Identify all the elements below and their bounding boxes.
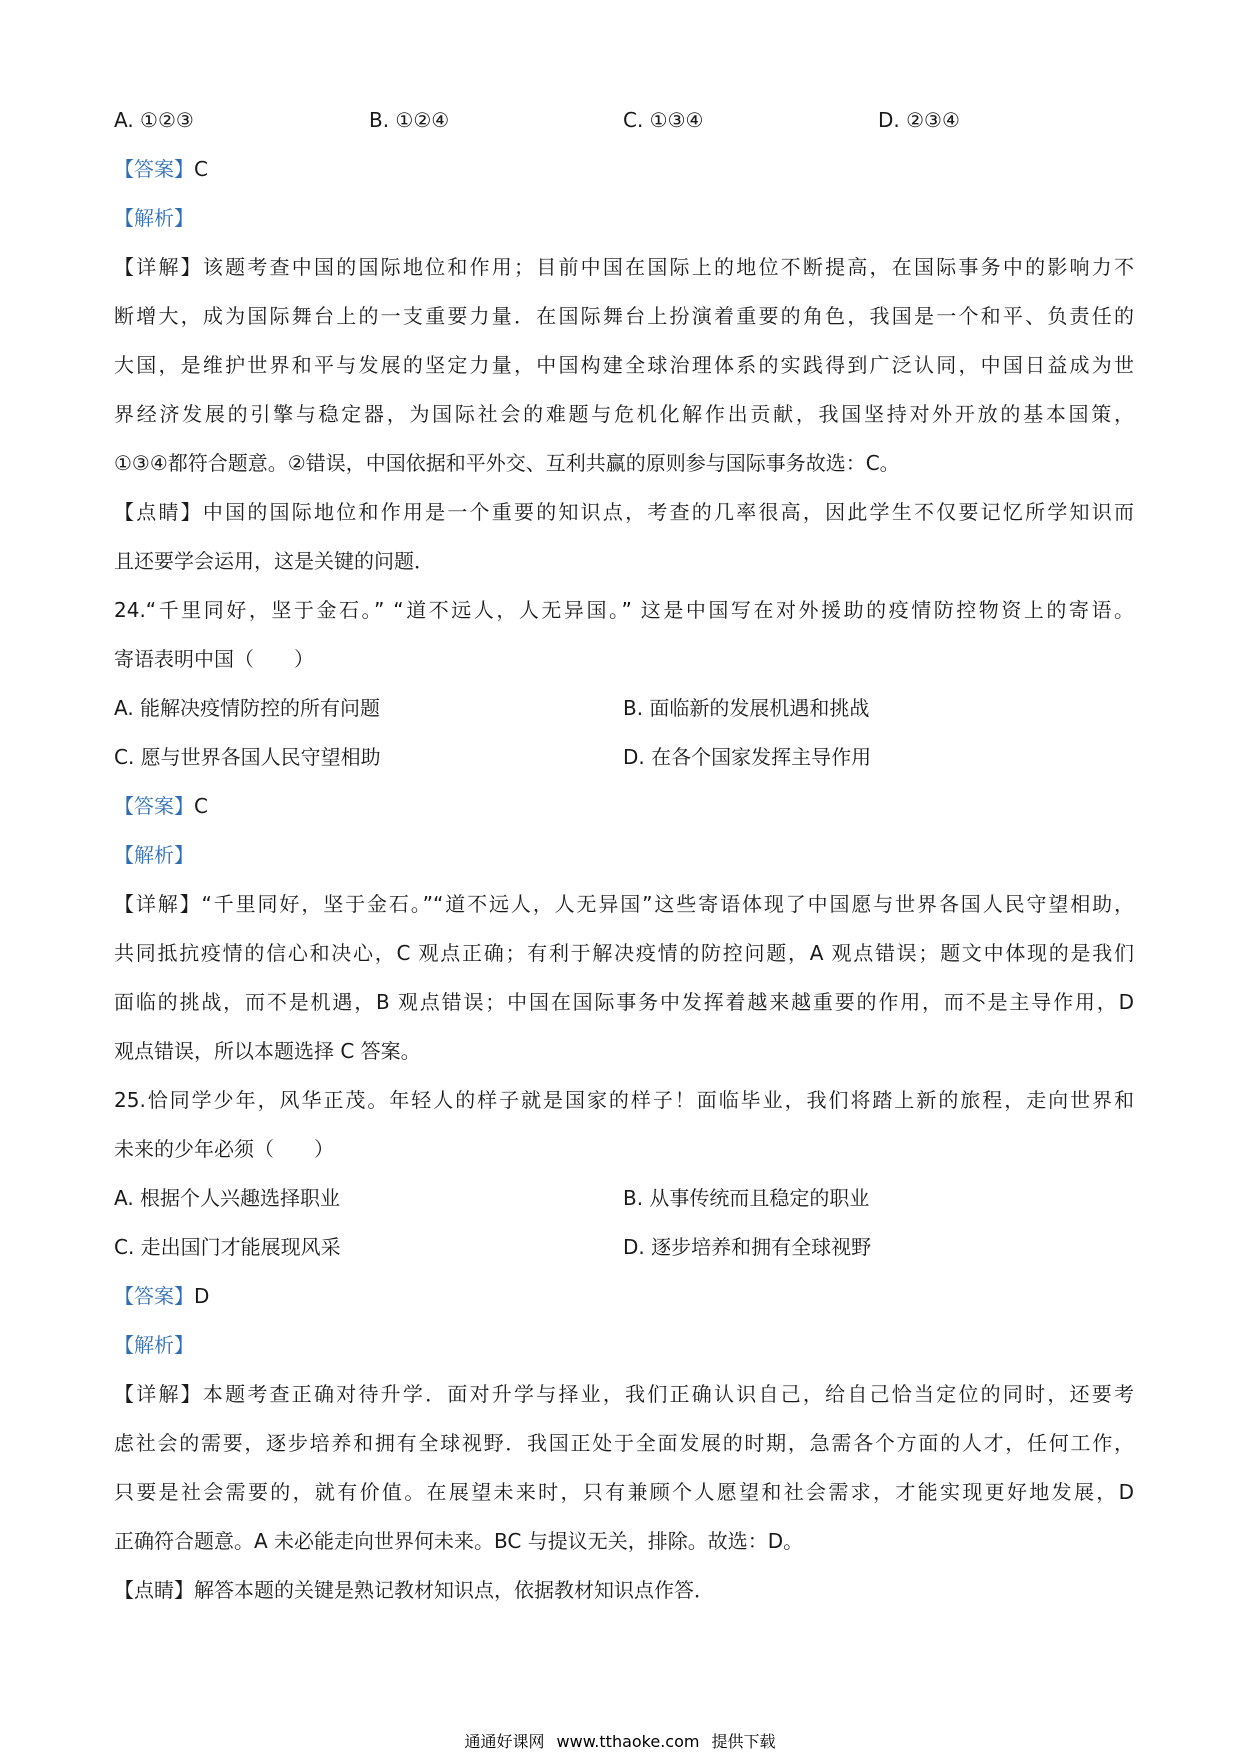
q24-detail-line: 面临的挑战，而不是机遇，B 观点错误；中国在国际事务中发挥着越来越重要的作用，而不是主导作用，D — [114, 990, 1134, 1014]
q23-tip-line: 【点睛】中国的国际地位和作用是一个重要的知识点，考查的几率很高，因此学生不仅要记忆所学知识而 — [114, 500, 1134, 524]
q25-stem-line: 25.恰同学少年，风华正茂。年轻人的样子就是国家的样子！面临毕业，我们将踏上新的旅程，走向世界和 — [114, 1088, 1134, 1112]
q24-option-d: D. 在各个国家发挥主导作用 — [623, 745, 872, 769]
answer-label: 【答案】 — [114, 794, 194, 818]
q25-answer: D — [194, 1284, 210, 1308]
q24-option-b: B. 面临新的发展机遇和挑战 — [623, 696, 870, 720]
q23-option-a: A. ①②③ — [114, 108, 194, 132]
q23-tip-line: 且还要学会运用，这是关键的问题． — [114, 549, 434, 573]
footer-suffix: 提供下载 — [711, 1732, 776, 1751]
q25-answer-line — [114, 1272, 1134, 1321]
q24-stem-line: 寄语表明中国（ ） — [114, 647, 314, 671]
q25-detail-line: 虑社会的需要，逐步培养和拥有全球视野．我国正处于全面发展的时期，急需各个方面的人才，任何工作， — [114, 1431, 1134, 1455]
q23-option-d: D. ②③④ — [878, 108, 960, 132]
q23-answer-line — [114, 145, 1134, 194]
q25-option-b: B. 从事传统而且稳定的职业 — [623, 1186, 870, 1210]
footer-url: www.tthaoke.com — [556, 1732, 700, 1751]
answer-label: 【答案】 — [114, 157, 194, 181]
analysis-label: 【解析】 — [114, 843, 194, 867]
q24-answer: C — [194, 794, 208, 818]
q23-detail-line: ①③④都符合题意。②错误，中国依据和平外交、互利共赢的原则参与国际事务故选：C。 — [114, 451, 900, 475]
q25-detail-line: 正确符合题意。A 未必能走向世界何未来。BC 与提议无关，排除。故选：D。 — [114, 1529, 804, 1553]
q25-option-a: A. 根据个人兴趣选择职业 — [114, 1186, 341, 1210]
q24-option-c: C. 愿与世界各国人民守望相助 — [114, 745, 381, 769]
analysis-label: 【解析】 — [114, 1333, 194, 1357]
q24-answer-line — [114, 782, 1134, 831]
analysis-label: 【解析】 — [114, 206, 194, 230]
q25-option-c: C. 走出国门才能展现风采 — [114, 1235, 341, 1259]
q24-options-row-1 — [114, 684, 1134, 733]
q25-detail-line: 【详解】本题考查正确对待升学．面对升学与择业，我们正确认识自己，给自己恰当定位的同时，还要考 — [114, 1382, 1134, 1406]
q23-analysis-line — [114, 194, 1134, 243]
q25-options-row-1 — [114, 1174, 1134, 1223]
q24-option-a: A. 能解决疫情防控的所有问题 — [114, 696, 381, 720]
page-footer — [0, 1732, 1240, 1752]
q24-stem-line: 24.“千里同好，坚于金石。” “道不远人，人无异国。” 这是中国写在对外援助的疫情防控物资上的寄语。 — [114, 598, 1134, 622]
q23-detail-line: 界经济发展的引擎与稳定器，为国际社会的难题与危机化解作出贡献，我国坚持对外开放的基本国策， — [114, 402, 1134, 426]
q23-answer: C — [194, 157, 208, 181]
q23-detail-line: 大国，是维护世界和平与发展的坚定力量，中国构建全球治理体系的实践得到广泛认同，中国日益成为世 — [114, 353, 1134, 377]
q24-detail-line: 共同抵抗疫情的信心和决心，C 观点正确；有利于解决疫情的防控问题，A 观点错误；题文中体现的是我们 — [114, 941, 1134, 965]
footer-site-name: 通通好课网 — [464, 1732, 545, 1751]
q24-detail-line: 【详解】“千里同好，坚于金石。”“道不远人，人无异国”这些寄语体现了中国愿与世界各国人民守望相助， — [114, 892, 1134, 916]
q25-analysis-line — [114, 1321, 1134, 1370]
q24-options-row-2 — [114, 733, 1134, 782]
q24-detail-line: 观点错误，所以本题选择 C 答案。 — [114, 1039, 421, 1063]
answer-label: 【答案】 — [114, 1284, 194, 1308]
document-body — [114, 96, 1134, 1615]
q24-analysis-line — [114, 831, 1134, 880]
q23-options — [114, 96, 1134, 145]
q23-detail-line: 断增大，成为国际舞台上的一支重要力量．在国际舞台上扮演着重要的角色，我国是一个和平、负责任的 — [114, 304, 1134, 328]
q25-stem-line: 未来的少年必须（ ） — [114, 1137, 334, 1161]
q23-option-b: B. ①②④ — [369, 108, 450, 132]
q25-detail-line: 只要是社会需要的，就有价值。在展望未来时，只有兼顾个人愿望和社会需求，才能实现更好地发展，D — [114, 1480, 1134, 1504]
q23-option-c: C. ①③④ — [623, 108, 704, 132]
q25-options-row-2 — [114, 1223, 1134, 1272]
q25-option-d: D. 逐步培养和拥有全球视野 — [623, 1235, 872, 1259]
q25-tip-line: 【点睛】解答本题的关键是熟记教材知识点，依据教材知识点作答． — [114, 1578, 714, 1602]
q23-detail-line: 【详解】该题考查中国的国际地位和作用；目前中国在国际上的地位不断提高，在国际事务中的影响力不 — [114, 255, 1134, 279]
